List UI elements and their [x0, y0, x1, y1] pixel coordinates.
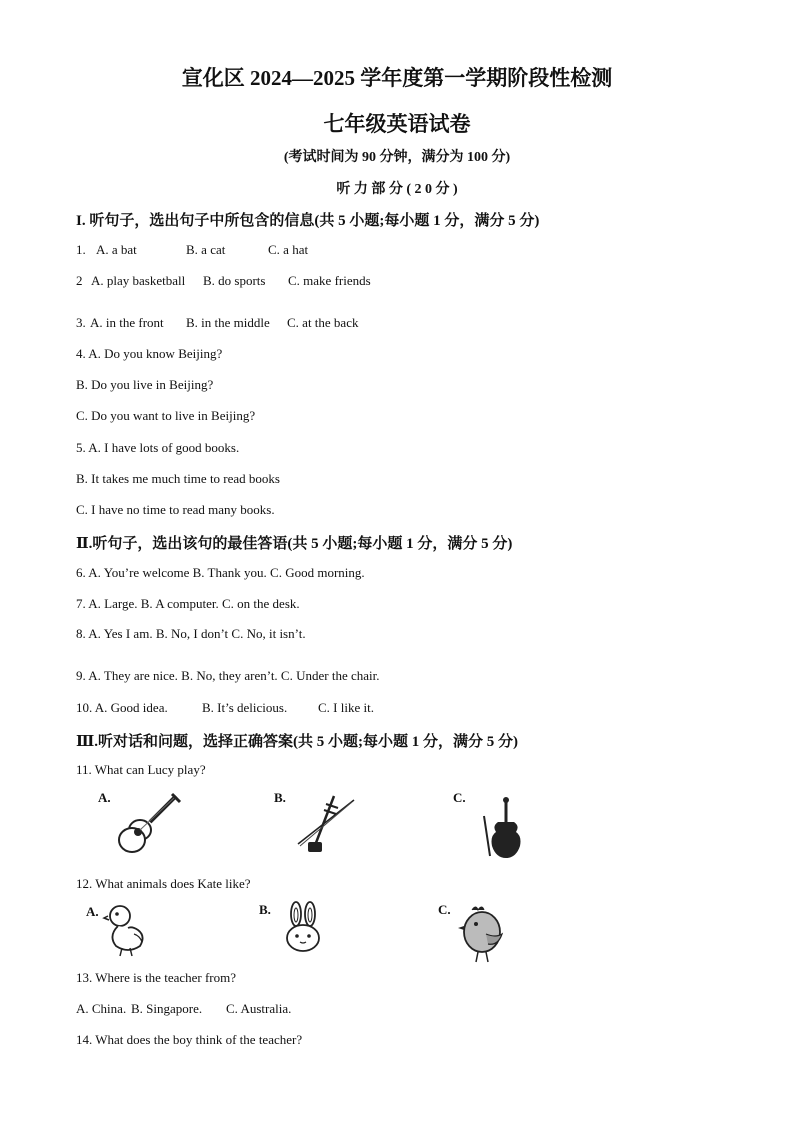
- q12-question: 12. What animals does Kate like?: [76, 876, 251, 891]
- q14-question: 14. What does the boy think of the teacher?: [76, 1032, 303, 1047]
- q2-option-b: B. do sports: [203, 273, 266, 288]
- q13-option-a: A. China.: [76, 1001, 127, 1016]
- q5-option-b: B. It takes me much time to read books: [76, 471, 280, 486]
- duck-icon: [104, 902, 148, 958]
- section2-heading: Ⅱ.听句子，选出该句的最佳答语(共 5 小题;每小题 1 分，满分 5 分): [76, 536, 513, 552]
- q5-option-a: 5. A. I have lots of good books.: [76, 440, 240, 455]
- guitar-icon: [118, 792, 182, 854]
- q8-row: 8. A. Yes I am. B. No, I don’t C. No, it isn’t.: [76, 626, 306, 641]
- section1-heading: I. 听句子，选出句子中所包含的信息(共 5 小题;每小题 1 分，满分 5 分): [76, 213, 540, 229]
- q6-row: 6. A. You’re welcome B. Thank you. C. Good morning.: [76, 565, 365, 580]
- q3-option-a: A. in the front: [90, 315, 164, 330]
- q1-option-c: C. a hat: [268, 242, 309, 257]
- q12-label-a: A.: [86, 904, 99, 919]
- q4-option-c: C. Do you want to live in Beijing?: [76, 408, 256, 423]
- q7-row: 7. A. Large. B. A computer. C. on the desk.: [76, 596, 300, 611]
- q2-option-a: A. play basketball: [91, 273, 186, 288]
- q13-row: [76, 1001, 291, 1017]
- exam-subtitle: 七年级英语试卷: [323, 112, 471, 136]
- q11-label-b: B.: [274, 790, 286, 805]
- q12-label-b: B.: [259, 902, 271, 917]
- q11-question: 11. What can Lucy play?: [76, 762, 206, 777]
- q4-option-a: 4. A. Do you know Beijing?: [76, 346, 223, 361]
- q12-label-c: C.: [438, 902, 451, 917]
- q4-option-b: B. Do you live in Beijing?: [76, 377, 214, 392]
- bird-icon: [458, 904, 508, 964]
- exam-title: 宣化区 2024—2025 学年度第一学期阶段性检测: [181, 66, 613, 90]
- q10-row: [76, 700, 374, 716]
- rabbit-icon: [282, 902, 326, 954]
- q2-number: 2: [76, 273, 83, 288]
- q1-row: [76, 242, 308, 258]
- q2-option-c: C. make friends: [288, 273, 371, 288]
- q1-option-b: B. a cat: [186, 242, 226, 257]
- q5-option-c: C. I have no time to read many books.: [76, 502, 275, 517]
- q3-option-b: B. in the middle: [186, 315, 270, 330]
- q9-row: 9. A. They are nice. B. No, they aren’t. C. Under the chair.: [76, 668, 380, 683]
- q2-row: [76, 273, 371, 289]
- part-heading: 听 力 部 分 ( 2 0 分 ): [336, 182, 458, 197]
- q1-option-a: A. a bat: [96, 242, 137, 257]
- violin-icon: [476, 796, 524, 860]
- erhu-icon: [294, 794, 360, 854]
- q13-option-c: C. Australia.: [226, 1001, 292, 1016]
- exam-info: (考试时间为 90 分钟，满分为 100 分): [283, 150, 511, 165]
- q11-label-c: C.: [453, 790, 466, 805]
- q10-option-a: 10. A. Good idea.: [76, 700, 168, 715]
- q3-number: 3.: [76, 315, 86, 330]
- q13-question: 13. Where is the teacher from?: [76, 970, 237, 985]
- q10-option-b: B. It’s delicious.: [202, 700, 288, 715]
- q1-number: 1.: [76, 242, 86, 257]
- q3-row: [76, 315, 358, 331]
- q10-option-c: C. I like it.: [318, 700, 374, 715]
- section3-heading: Ⅲ.听对话和问题，选择正确答案(共 5 小题;每小题 1 分，满分 5 分): [76, 734, 519, 750]
- q13-option-b: B. Singapore.: [131, 1001, 203, 1016]
- q11-label-a: A.: [98, 790, 111, 805]
- q3-option-c: C. at the back: [287, 315, 359, 330]
